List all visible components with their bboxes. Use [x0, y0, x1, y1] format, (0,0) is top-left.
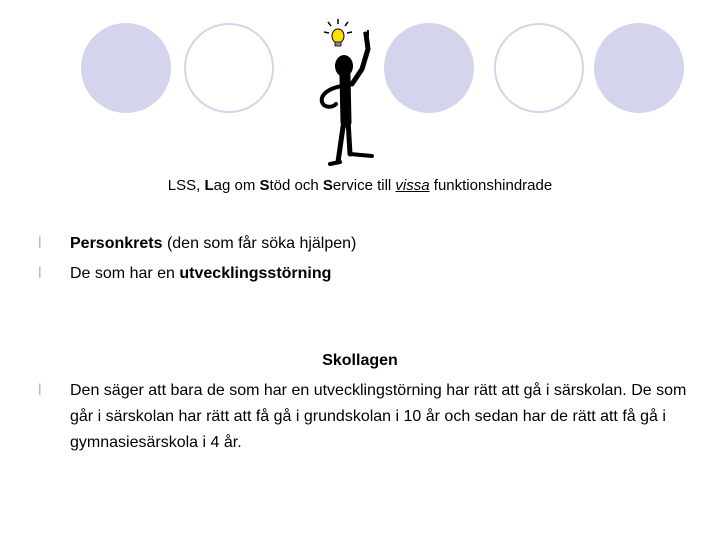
skollagen-heading: Skollagen [322, 352, 398, 369]
circle-3 [384, 23, 474, 113]
heading-part-5: töd och [269, 177, 323, 194]
heading-part-9: funktionshindrade [429, 177, 553, 194]
heading-part-3: ag om [213, 177, 260, 194]
bullet-plain-text: De som har en [70, 265, 180, 282]
bullet-bold-text: Personkrets [70, 235, 163, 252]
circle-5 [594, 23, 684, 113]
bullet-marker: l [38, 382, 42, 399]
lightbulb-icon [324, 19, 352, 46]
bullet-text [70, 261, 690, 287]
lss-heading [0, 177, 720, 194]
bullet-text [70, 231, 690, 257]
heading-part-8: vissa [395, 177, 430, 194]
bullet-bold-text: utvecklingsstörning [179, 265, 332, 282]
circle-1 [81, 23, 171, 113]
heading-part-7: ervice till [332, 177, 396, 194]
bullet-marker: l [38, 235, 42, 252]
bullet-plain-text: (den som får söka hjälpen) [162, 235, 357, 252]
thinking-stick-figure-icon [300, 14, 390, 172]
heading-part-2: L [204, 177, 214, 194]
heading-part-6: S [322, 177, 333, 194]
heading-part-4: S [259, 177, 270, 194]
circle-2 [184, 23, 274, 113]
bullet-marker: l [38, 265, 42, 282]
circle-4 [494, 23, 584, 113]
bullet-text: Den säger att bara de som har en utvecklingstörning har rätt att gå i särskolan. De som går i särskolan har rätt att få gå i grundskolan i 10 år och sedan har de rätt att få gå i gymnasiesärskola i 4 år. [70, 382, 687, 451]
heading-part-1: LSS, [167, 177, 205, 194]
